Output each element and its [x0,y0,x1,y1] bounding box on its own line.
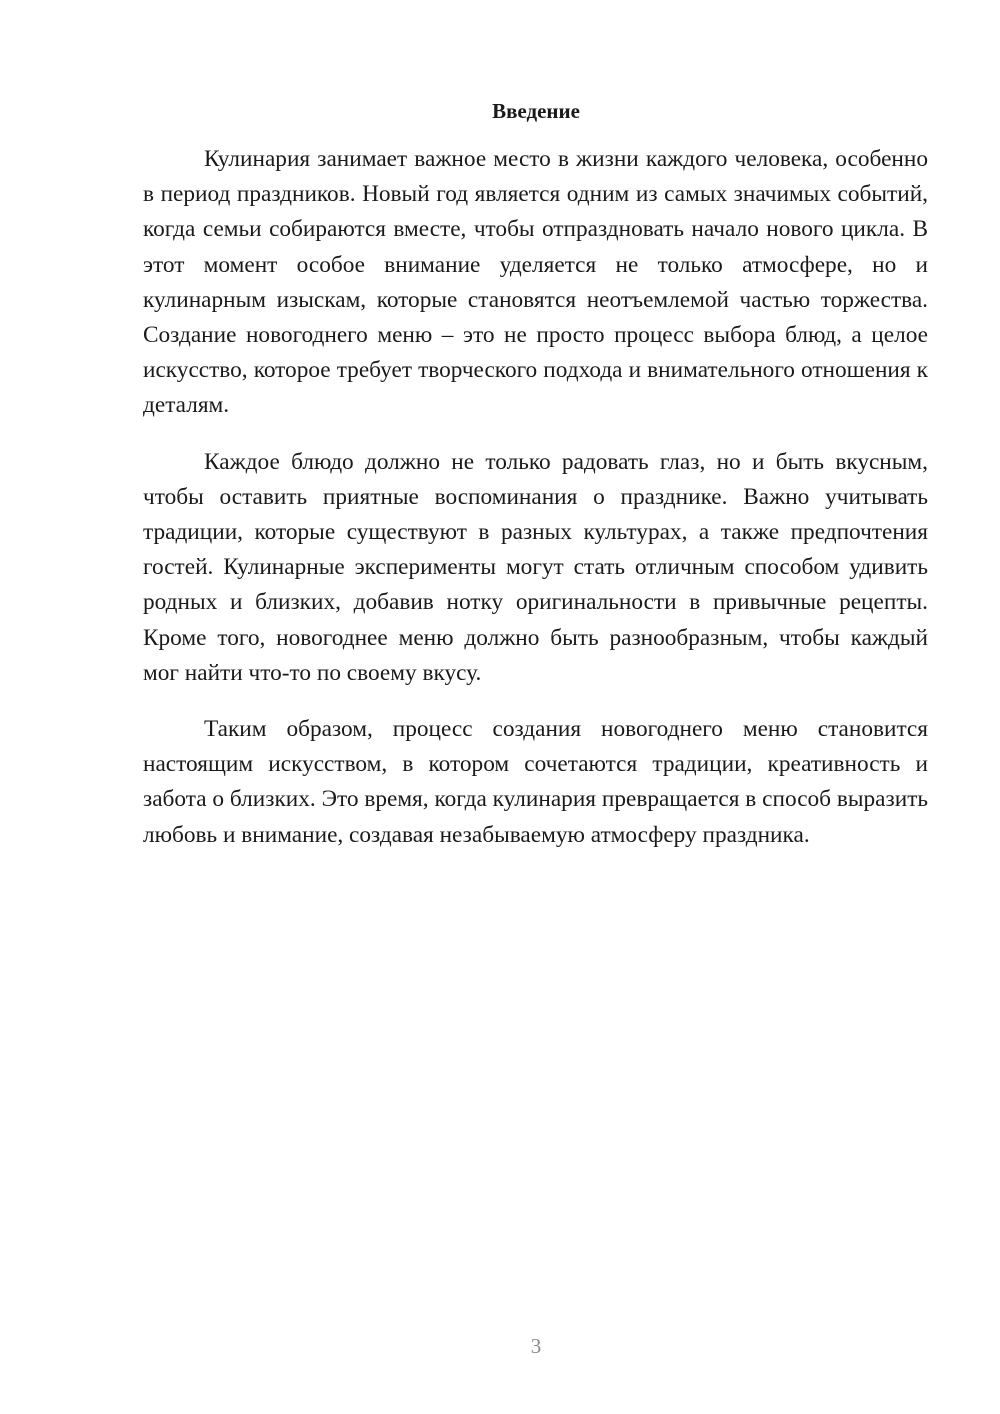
paragraph-1: Кулинария занимает важное место в жизни каждого человека, особенно в период праздников. Новый год является одним из самых значимых событий, когда семьи собираются вместе, чтобы отпраздновать начало нового цикла. В этот момент особое внимание уделяется не только атмосфере, но и кулинарным изыскам, которые становятся неотъемлемой частью торжества. Создание новогоднего меню – это не просто процесс выбора блюд, а целое искусство, которое требует творческого подхода и внимательного отношения к деталям. [143,146,928,419]
section-heading: Введение [492,99,580,123]
page-number: 3 [530,1334,542,1358]
paragraph-2: Каждое блюдо должно не только радовать глаз, но и быть вкусным, чтобы оставить приятные воспоминания о празднике. Важно учитывать традиции, которые существуют в разных культурах, а также предпочтения гостей. Кулинарные эксперименты могут стать отличным способом удивить родных и близких, добавив нотку оригинальности в привычные рецепты. Кроме того, новогоднее меню должно быть разнообразным, чтобы каждый мог найти что-то по своему вкусу. [143,448,928,686]
body-text [143,142,928,874]
paragraph-3: Таким образом, процесс создания новогоднего меню становится настоящим искусством, в котором сочетаются традиции, креативность и забота о близких. Это время, когда кулинария превращается в способ выразить любовь и внимание, создавая незабываемую атмосферу праздника. [143,716,928,848]
